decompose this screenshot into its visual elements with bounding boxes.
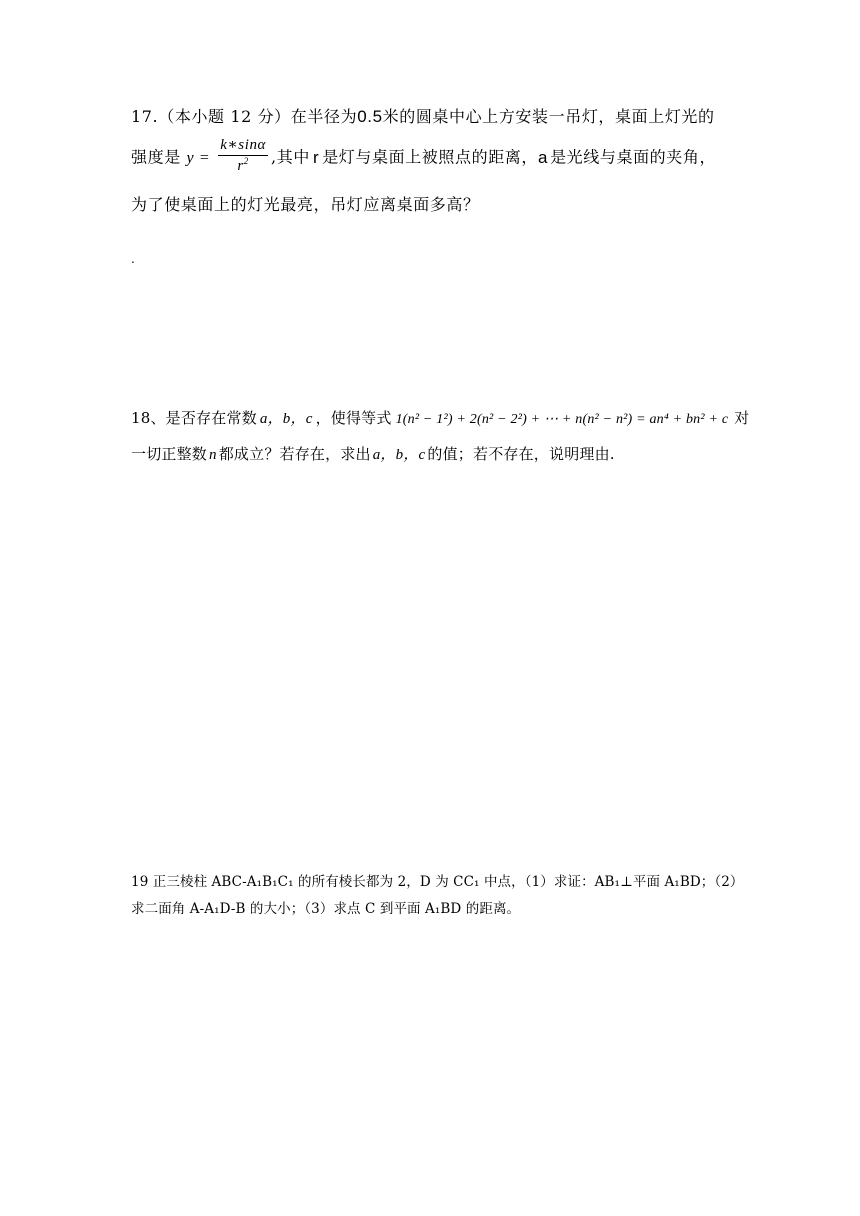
variable-r: r bbox=[312, 147, 320, 167]
problem-18-variable-n: n bbox=[209, 447, 217, 463]
problem-18-line-2 bbox=[131, 447, 615, 463]
problem-19-questions: 求二面角 A-A₁D-B 的大小；（3）求点 C 到平面 A₁BD 的距离。 bbox=[131, 901, 521, 917]
formula-equals: = bbox=[199, 149, 210, 167]
problem-18-equation: 1(n² − 1²) + 2(n² − 2²) + ⋯ + n(n² − n²) = an⁴ + bn² + c bbox=[395, 412, 729, 427]
problem-19-statement: 19 正三棱柱 ABC-A₁B₁C₁ 的所有棱长都为 2，D 为 CC₁ 中点，（1）求证：AB₁⊥平面 A₁BD；（2） bbox=[131, 874, 744, 890]
problem-17-line-3 bbox=[131, 197, 480, 213]
problem-18-constants-2: a，b，c bbox=[372, 447, 426, 463]
problem-17-line-1 bbox=[131, 108, 715, 125]
problem-18-line-end: 对 bbox=[734, 409, 750, 427]
fraction-numerator: k∗sinα bbox=[218, 138, 268, 156]
formula-lhs: y bbox=[186, 149, 195, 167]
problem-18-intro: 18、是否存在常数 bbox=[131, 409, 257, 427]
fraction-denominator bbox=[218, 156, 268, 174]
problem-18-line-1 bbox=[131, 411, 749, 427]
problem-18-equation-label: ，使得等式 bbox=[315, 409, 392, 427]
problem-17-intro-rest: 米的圆桌中心上方安装一吊灯，桌面上灯光的 bbox=[382, 107, 715, 126]
denominator-exponent: 2 bbox=[243, 156, 249, 166]
problem-19-line-2 bbox=[131, 903, 520, 917]
variable-a: a bbox=[538, 147, 549, 167]
problem-18-constants: a，b，c bbox=[259, 411, 313, 427]
problem-17-intensity-label: 强度是 bbox=[131, 147, 181, 167]
problem-17-question: 为了使桌面上的灯光最亮，吊灯应离桌面多高？ bbox=[131, 195, 480, 214]
problem-17-intro: 17.（本小题 12 分）在半径为 bbox=[131, 107, 358, 126]
problem-18-line-2-mid: 都成立？若存在，求出 bbox=[218, 445, 371, 463]
stray-dot: . bbox=[131, 252, 135, 266]
intensity-fraction bbox=[218, 138, 268, 174]
problem-17-line-2 bbox=[131, 137, 717, 176]
problem-18-line-2-end: 的值；若不存在，说明理由. bbox=[427, 445, 615, 463]
problem-17-r-definition: 是灯与桌面上被照点的距离， bbox=[322, 147, 539, 167]
denominator-r: r bbox=[237, 158, 244, 174]
problem-17-where: ,其中 bbox=[271, 147, 310, 167]
problem-17-radius: 0.5 bbox=[357, 107, 383, 126]
problem-19-line-1 bbox=[131, 876, 744, 890]
problem-17-a-definition: 是光线与桌面的夹角， bbox=[550, 147, 717, 167]
problem-18-line-2-prefix: 一切正整数 bbox=[131, 445, 208, 463]
